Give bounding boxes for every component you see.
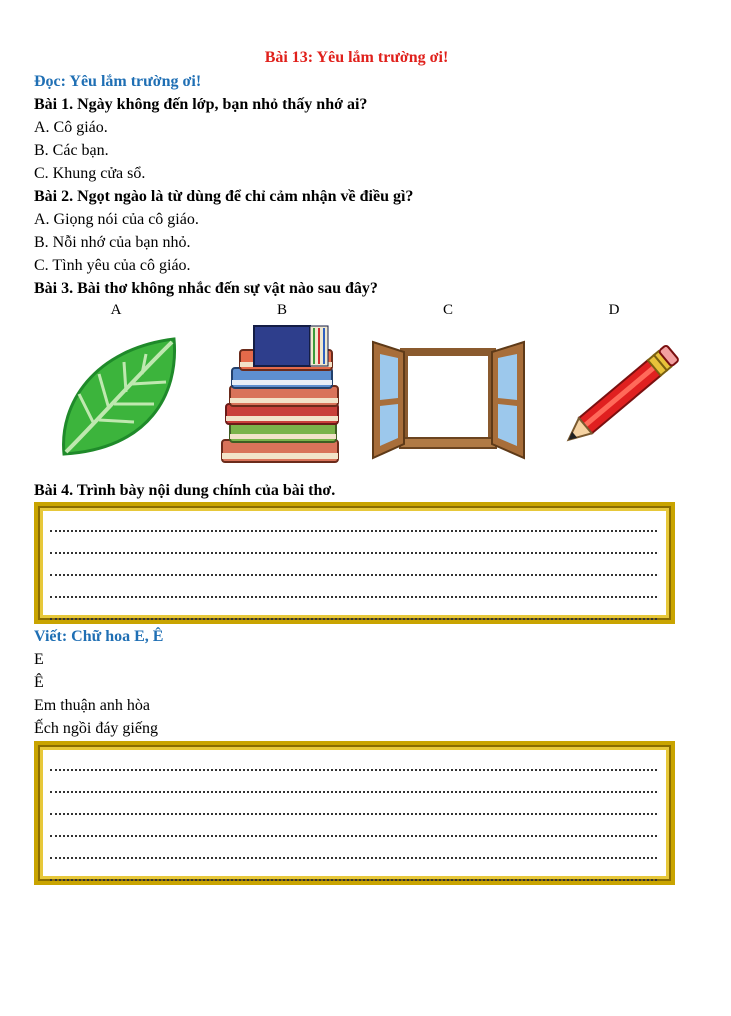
answer-box-q4[interactable] xyxy=(34,502,675,624)
writing-line-1: E xyxy=(34,651,44,668)
window-icon xyxy=(371,338,526,460)
writing-line-4: Ếch ngồi đáy giếng xyxy=(34,720,158,737)
q2-option-c: C. Tình yêu của cô giáo. xyxy=(34,257,191,274)
question-1: Bài 1. Ngày không đến lớp, bạn nhỏ thấy nhớ ai? xyxy=(34,96,368,113)
writing-line-2: Ê xyxy=(34,674,44,691)
writing-practice-box[interactable] xyxy=(34,741,675,885)
question-4: Bài 4. Trình bày nội dung chính của bài thơ. xyxy=(34,482,336,499)
writing-practice-line[interactable] xyxy=(50,839,657,859)
q2-option-a: A. Giọng nói của cô giáo. xyxy=(34,211,199,228)
writing-practice-line[interactable] xyxy=(50,861,657,881)
q2-option-b: B. Nỗi nhớ của bạn nhỏ. xyxy=(34,234,191,251)
q3-label-a: A xyxy=(110,302,122,318)
q1-option-a: A. Cô giáo. xyxy=(34,119,108,136)
answer-line[interactable] xyxy=(50,512,657,532)
books-icon xyxy=(220,322,350,467)
question-3: Bài 3. Bài thơ không nhắc đến sự vật nào sau đây? xyxy=(34,280,378,297)
writing-practice-line[interactable] xyxy=(50,817,657,837)
worksheet-title: Bài 13: Yêu lắm trường ơi! xyxy=(264,49,449,66)
answer-line[interactable] xyxy=(50,578,657,598)
reading-heading: Đọc: Yêu lắm trường ơi! xyxy=(34,73,202,90)
q3-label-d: D xyxy=(608,302,620,318)
q3-label-b: B xyxy=(276,302,287,318)
answer-line[interactable] xyxy=(50,556,657,576)
q1-option-b: B. Các bạn. xyxy=(34,142,109,159)
q3-label-c: C xyxy=(442,302,453,318)
writing-practice-line[interactable] xyxy=(50,795,657,815)
answer-line[interactable] xyxy=(50,534,657,554)
writing-line-3: Em thuận anh hòa xyxy=(34,697,150,714)
leaf-icon xyxy=(54,334,184,464)
writing-practice-line[interactable] xyxy=(50,773,657,793)
writing-practice-line[interactable] xyxy=(50,751,657,771)
writing-heading: Viết: Chữ hoa E, Ê xyxy=(34,628,164,645)
q1-option-c: C. Khung cửa sổ. xyxy=(34,165,146,182)
answer-line[interactable] xyxy=(50,600,657,620)
question-2: Bài 2. Ngọt ngào là từ dùng để chỉ cảm nhận về điều gì? xyxy=(34,188,414,205)
pencil-icon xyxy=(550,340,682,460)
